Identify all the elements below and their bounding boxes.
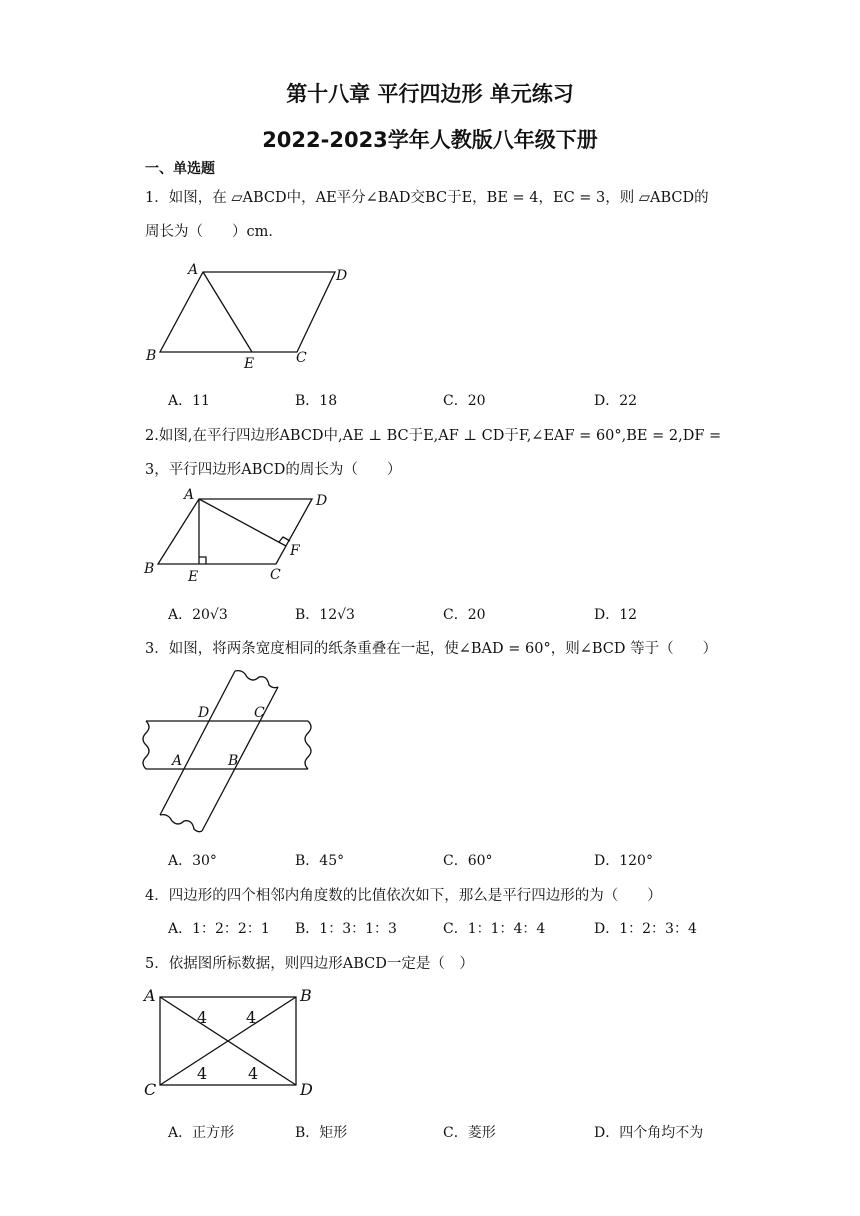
q3-option-a[interactable]: A．30°: [168, 853, 217, 869]
question-4-line-1: 4．四边形的四个相邻内角度数的比值依次如下，那么是平行四边形的为（ ）: [145, 888, 662, 904]
question-2-figure: [140, 485, 350, 595]
label-e: E: [188, 569, 199, 585]
label-a: A: [188, 262, 199, 278]
q1-option-a[interactable]: A．11: [168, 393, 210, 409]
label-c: C: [144, 1080, 157, 1099]
label-d: D: [198, 705, 210, 721]
page-title: 第十八章 平行四边形 单元练习: [286, 82, 574, 106]
question-3-figure: [140, 665, 320, 835]
label-d: D: [336, 268, 348, 284]
label-a: A: [144, 986, 156, 1005]
label-b: B: [228, 753, 239, 769]
q5-option-d[interactable]: D．四个角均不为: [594, 1125, 704, 1141]
label-c: C: [296, 350, 307, 366]
strip-slanted-right: [202, 687, 278, 831]
segment-length-4: 4: [248, 1064, 259, 1083]
q3-option-d[interactable]: D．120°: [594, 853, 653, 869]
q3-option-c[interactable]: C．60°: [443, 853, 493, 869]
strip-slanted-bottom-edge: [160, 815, 202, 832]
question-1-figure: [140, 260, 360, 375]
label-d: D: [316, 493, 328, 509]
label-b: B: [144, 561, 155, 577]
strip-slanted-top-edge: [235, 671, 278, 688]
q1-option-d[interactable]: D．22: [594, 393, 638, 409]
q5-option-a[interactable]: A．正方形: [168, 1125, 235, 1141]
q2-option-b[interactable]: B．12√3: [295, 607, 355, 623]
section-heading: 一、单选题: [145, 161, 215, 177]
strip-horizontal-right-edge: [305, 721, 311, 769]
label-d: D: [300, 1080, 313, 1099]
question-5-figure: [140, 985, 330, 1100]
segment-af: [199, 499, 286, 546]
segment-length-2: 4: [246, 1008, 257, 1027]
q5-option-c[interactable]: C．菱形: [443, 1125, 496, 1141]
question-2-line-1: 2.如图,在平行四边形ABCD中,AE ⊥ BC于E,AF ⊥ CD于F,∠EAF = 60°,BE = 2,DF =: [145, 428, 722, 444]
segment-length-3: 4: [197, 1064, 208, 1083]
parallelogram-abcd: [160, 272, 335, 352]
q1-option-b[interactable]: B．18: [295, 393, 338, 409]
label-b: B: [300, 986, 312, 1005]
parallelogram-abcd: [158, 499, 312, 564]
label-b: B: [146, 348, 157, 364]
question-1-line-2: 周长为（ ）cm．: [145, 224, 283, 240]
label-a: A: [172, 753, 183, 769]
right-angle-e: [199, 557, 206, 564]
q2-option-d[interactable]: D．12: [594, 607, 638, 623]
label-f: F: [290, 543, 300, 559]
q5-option-b[interactable]: B．矩形: [295, 1125, 348, 1141]
page-subtitle: 2022-2023学年人教版八年级下册: [262, 128, 598, 152]
q1-option-c[interactable]: C．20: [443, 393, 486, 409]
question-3-line-1: 3．如图，将两条宽度相同的纸条重叠在一起，使∠BAD = 60°，则∠BCD 等于（ ）: [145, 641, 718, 657]
q4-option-c[interactable]: C．1：1：4：4: [443, 921, 546, 937]
q2-option-c[interactable]: C．20: [443, 607, 486, 623]
q4-option-a[interactable]: A．1：2：2：1: [168, 921, 270, 937]
q4-option-b[interactable]: B．1：3：1：3: [295, 921, 397, 937]
label-c: C: [254, 705, 265, 721]
segment-length-1: 4: [197, 1008, 208, 1027]
label-e: E: [244, 356, 255, 372]
q3-option-b[interactable]: B．45°: [295, 853, 345, 869]
question-5-line-1: 5．依据图所标数据，则四边形ABCD一定是（ ）: [145, 956, 474, 972]
question-1-line-1: 1．如图，在 ▱ABCD中，AE平分∠BAD交BC于E，BE = 4，EC = 3，则 ▱ABCD的: [145, 190, 709, 206]
strip-horizontal-left-edge: [143, 721, 149, 769]
q2-option-a[interactable]: A．20√3: [168, 607, 228, 623]
label-a: A: [184, 487, 195, 503]
label-c: C: [270, 567, 281, 583]
strip-slanted-left: [160, 671, 235, 815]
question-2-line-2: 3，平行四边形ABCD的周长为（ ）: [145, 462, 402, 478]
segment-ae: [203, 272, 252, 352]
q4-option-d[interactable]: D．1：2：3：4: [594, 921, 697, 937]
